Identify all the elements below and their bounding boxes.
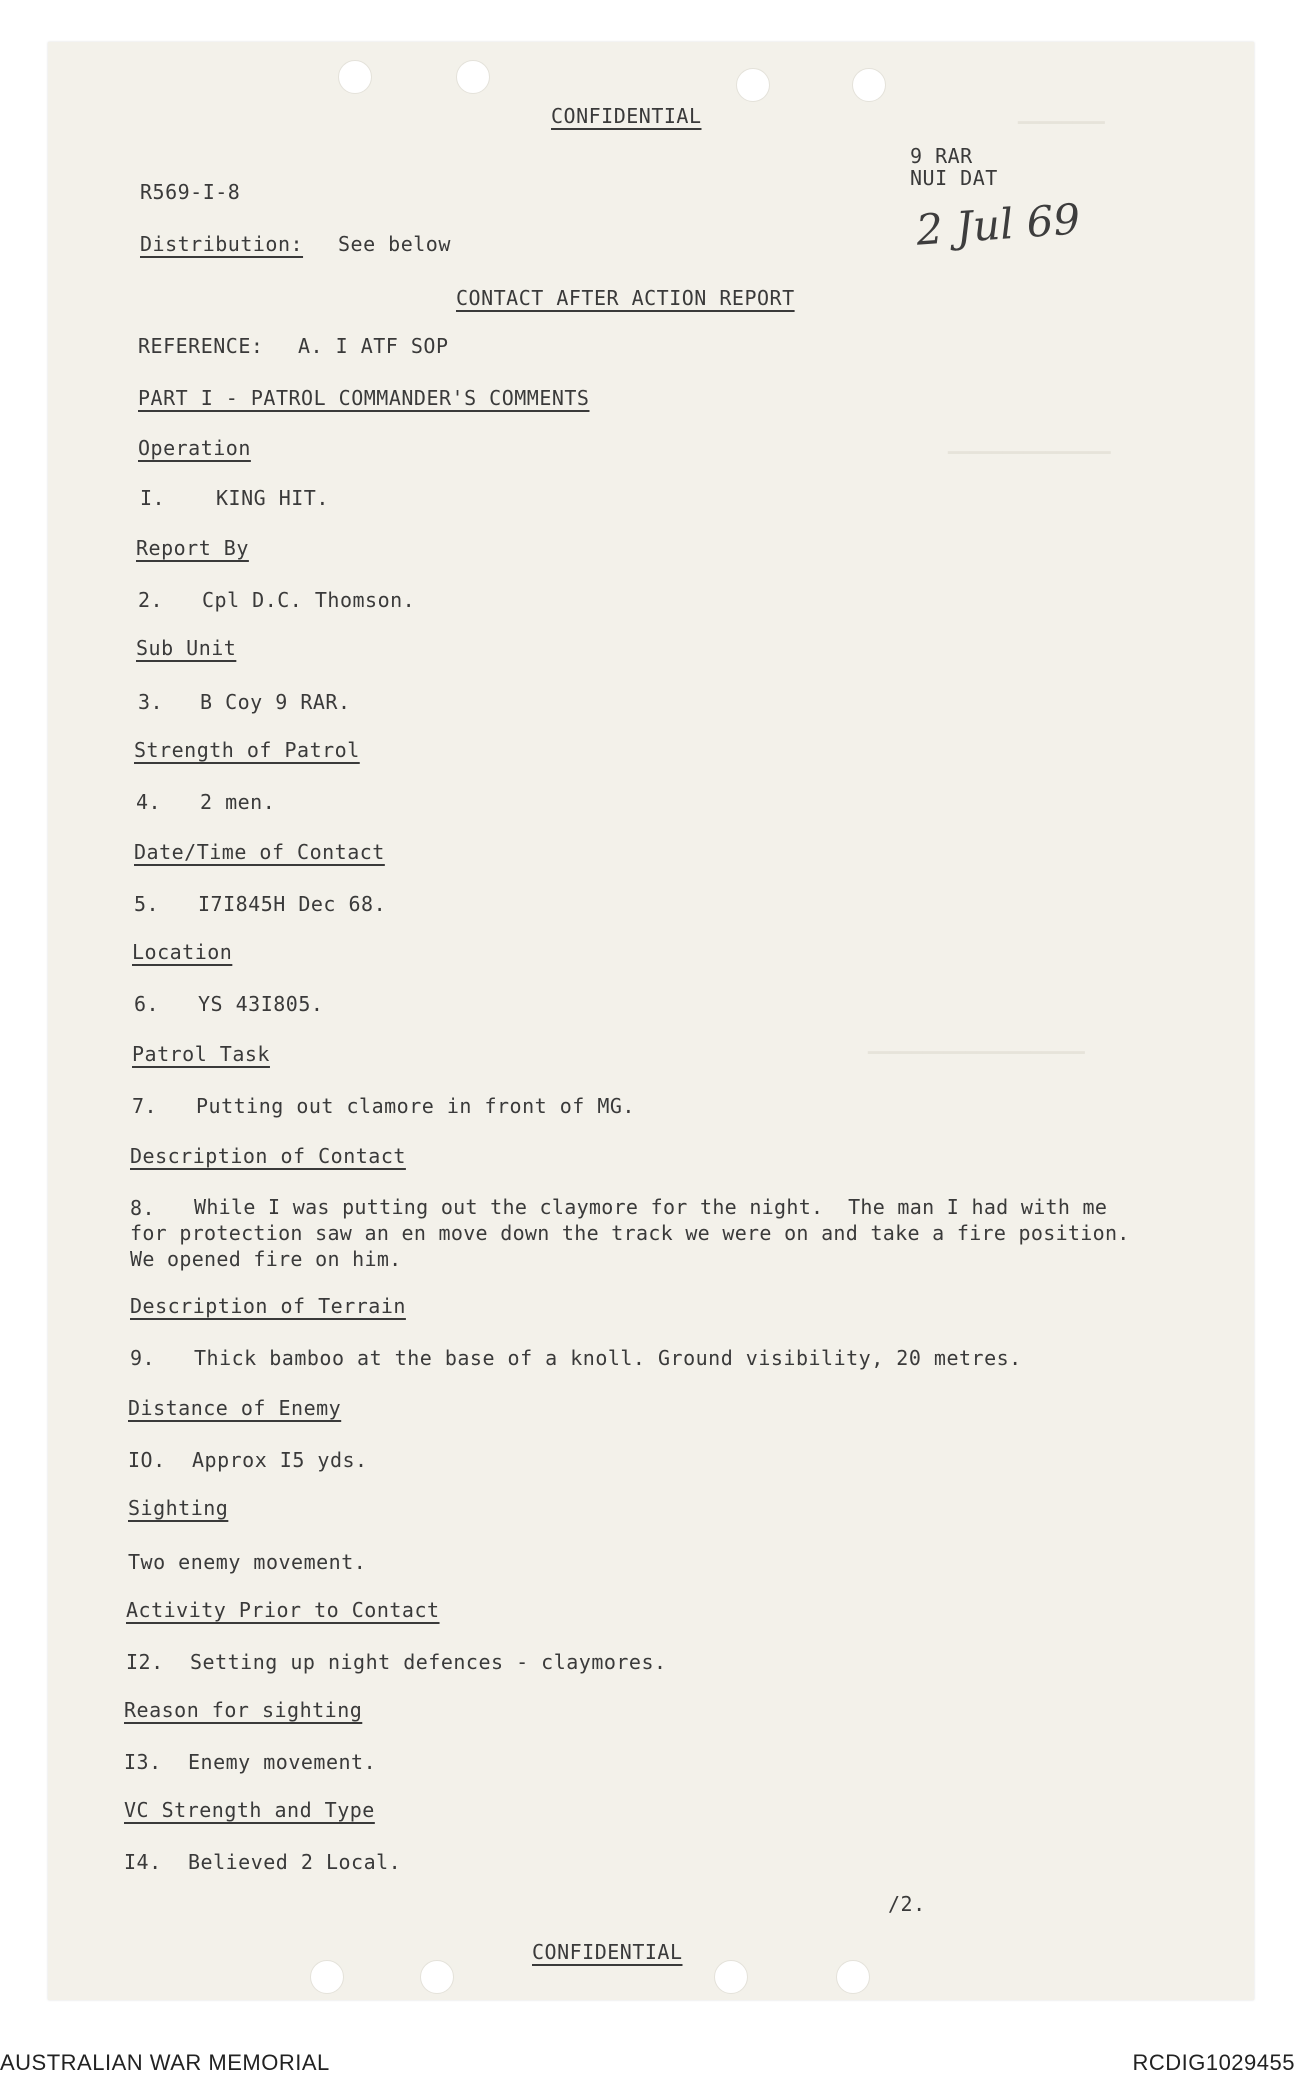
classification-top: CONFIDENTIAL	[551, 104, 702, 128]
section-number: 4.	[136, 790, 162, 814]
section-number: IO.	[128, 1448, 166, 1472]
distribution-label: Distribution:	[140, 232, 304, 256]
archive-id: RCDIG1029455	[1132, 2050, 1295, 2075]
section-text: Cpl D.C. Thomson.	[202, 588, 416, 612]
handwritten-date: 2 Jul 69	[914, 194, 1082, 255]
part-heading: PART I - PATROL COMMANDER'S COMMENTS	[138, 386, 590, 410]
section-heading: Operation	[138, 436, 251, 460]
section-text: Putting out clamore in front of MG.	[196, 1094, 635, 1118]
section-text: I7I845H Dec 68.	[198, 892, 387, 916]
reference-value: A. I ATF SOP	[298, 334, 449, 358]
section-number: I4.	[124, 1850, 162, 1874]
section-heading: Activity Prior to Contact	[126, 1598, 440, 1622]
page-marker: /2.	[888, 1892, 926, 1916]
unit-label: 9 RAR	[910, 144, 973, 168]
punch-hole	[714, 1960, 748, 1994]
section-number: I3.	[124, 1750, 162, 1774]
section-heading: Patrol Task	[132, 1042, 270, 1066]
section-text: Thick bamboo at the base of a knoll. Ground visibility, 20 metres.	[194, 1346, 1022, 1370]
classification-bottom: CONFIDENTIAL	[532, 1940, 683, 1964]
section-number: 3.	[138, 690, 164, 714]
section-text: Approx I5 yds.	[192, 1448, 368, 1472]
section-heading: Description of Contact	[130, 1144, 406, 1168]
reference-label: REFERENCE:	[138, 334, 264, 358]
section-text: Two enemy movement.	[128, 1550, 367, 1574]
section-number: 9.	[130, 1346, 156, 1370]
section-heading: Distance of Enemy	[128, 1396, 342, 1420]
distribution-value: See below	[338, 232, 451, 256]
punch-hole	[836, 1960, 870, 1994]
punch-hole	[456, 60, 490, 94]
section-text: Believed 2 Local.	[188, 1850, 402, 1874]
section-text: KING HIT.	[216, 486, 329, 510]
section-number: I2.	[126, 1650, 164, 1674]
section-number: 7.	[132, 1094, 158, 1118]
section-text: 2 men.	[200, 790, 276, 814]
section-heading: Sighting	[128, 1496, 229, 1520]
section-heading: Location	[132, 940, 233, 964]
section-heading: VC Strength and Type	[124, 1798, 375, 1822]
file-reference: R569-I-8	[140, 180, 241, 204]
section-heading: Report By	[136, 536, 249, 560]
section-heading: Description of Terrain	[130, 1294, 406, 1318]
section-number: 6.	[134, 992, 160, 1016]
section-text: While I was putting out the claymore for the night. The man I had with me for protection saw an en move down the track we were on and take a fire position. We opened fire on him.	[130, 1195, 1130, 1271]
punch-hole	[420, 1960, 454, 1994]
section-text: YS 43I805.	[198, 992, 324, 1016]
section-number: 2.	[138, 588, 164, 612]
section-heading: Sub Unit	[136, 636, 237, 660]
location-label: NUI DAT	[910, 166, 998, 190]
section-text: Enemy movement.	[188, 1750, 377, 1774]
archive-label: AUSTRALIAN WAR MEMORIAL	[0, 2050, 330, 2075]
document-page: ▔▔▔▔▔▔▔▔ ▔▔▔▔▔▔▔▔▔▔▔▔▔▔▔ ▔▔▔▔▔▔▔▔▔▔▔▔▔▔▔▔▔▔▔▔ CONFIDENTIAL 9 RAR NUI DAT 2 Jul 69 R569-I-8 Distribution: See below CONTACT AFTER ACTION REPORT REFERENCE: A. I ATF SOP PART I - PATROL COMMANDER'S COMMENTS Operation I. KING HIT. Report By 2. Cpl D.C. Thomson. Sub Unit 3. B Coy 9 RAR. Strength of Patrol 4. 2 men. Date/Time of Contact 5. I7I845H Dec 68. Location 6. YS 43I805. Patrol Task 7. Putting out clamore in front of MG. Description of Contact 8. While I was putting out the claymore for the night. The man I had with me for protection saw an en move down the track we were on and take a fire position. We opened fire on him. Description of Terrain 9. Thick bamboo at the base of a knoll. Ground visibility, 20 metres. Distance of Enemy IO. Approx I5 yds. Sighting Two enemy movement. Activity Prior to Contact I2. Setting up night defences - claymores. Reason for sighting I3. Enemy movement. VC Strength and Type I4. Believed 2 Local. /2. CONFIDENTIAL	[48, 42, 1254, 2000]
punch-hole	[338, 60, 372, 94]
punch-hole	[736, 68, 770, 102]
section-heading: Date/Time of Contact	[134, 840, 385, 864]
section-heading: Reason for sighting	[124, 1698, 363, 1722]
section-text: B Coy 9 RAR.	[200, 690, 351, 714]
section-number: I.	[140, 486, 166, 510]
section-number: 8.	[130, 1196, 156, 1220]
section-heading: Strength of Patrol	[134, 738, 360, 762]
punch-hole	[310, 1960, 344, 1994]
section-number: 5.	[134, 892, 160, 916]
document-title: CONTACT AFTER ACTION REPORT	[456, 286, 795, 310]
section-text: Setting up night defences - claymores.	[190, 1650, 667, 1674]
punch-hole	[852, 68, 886, 102]
